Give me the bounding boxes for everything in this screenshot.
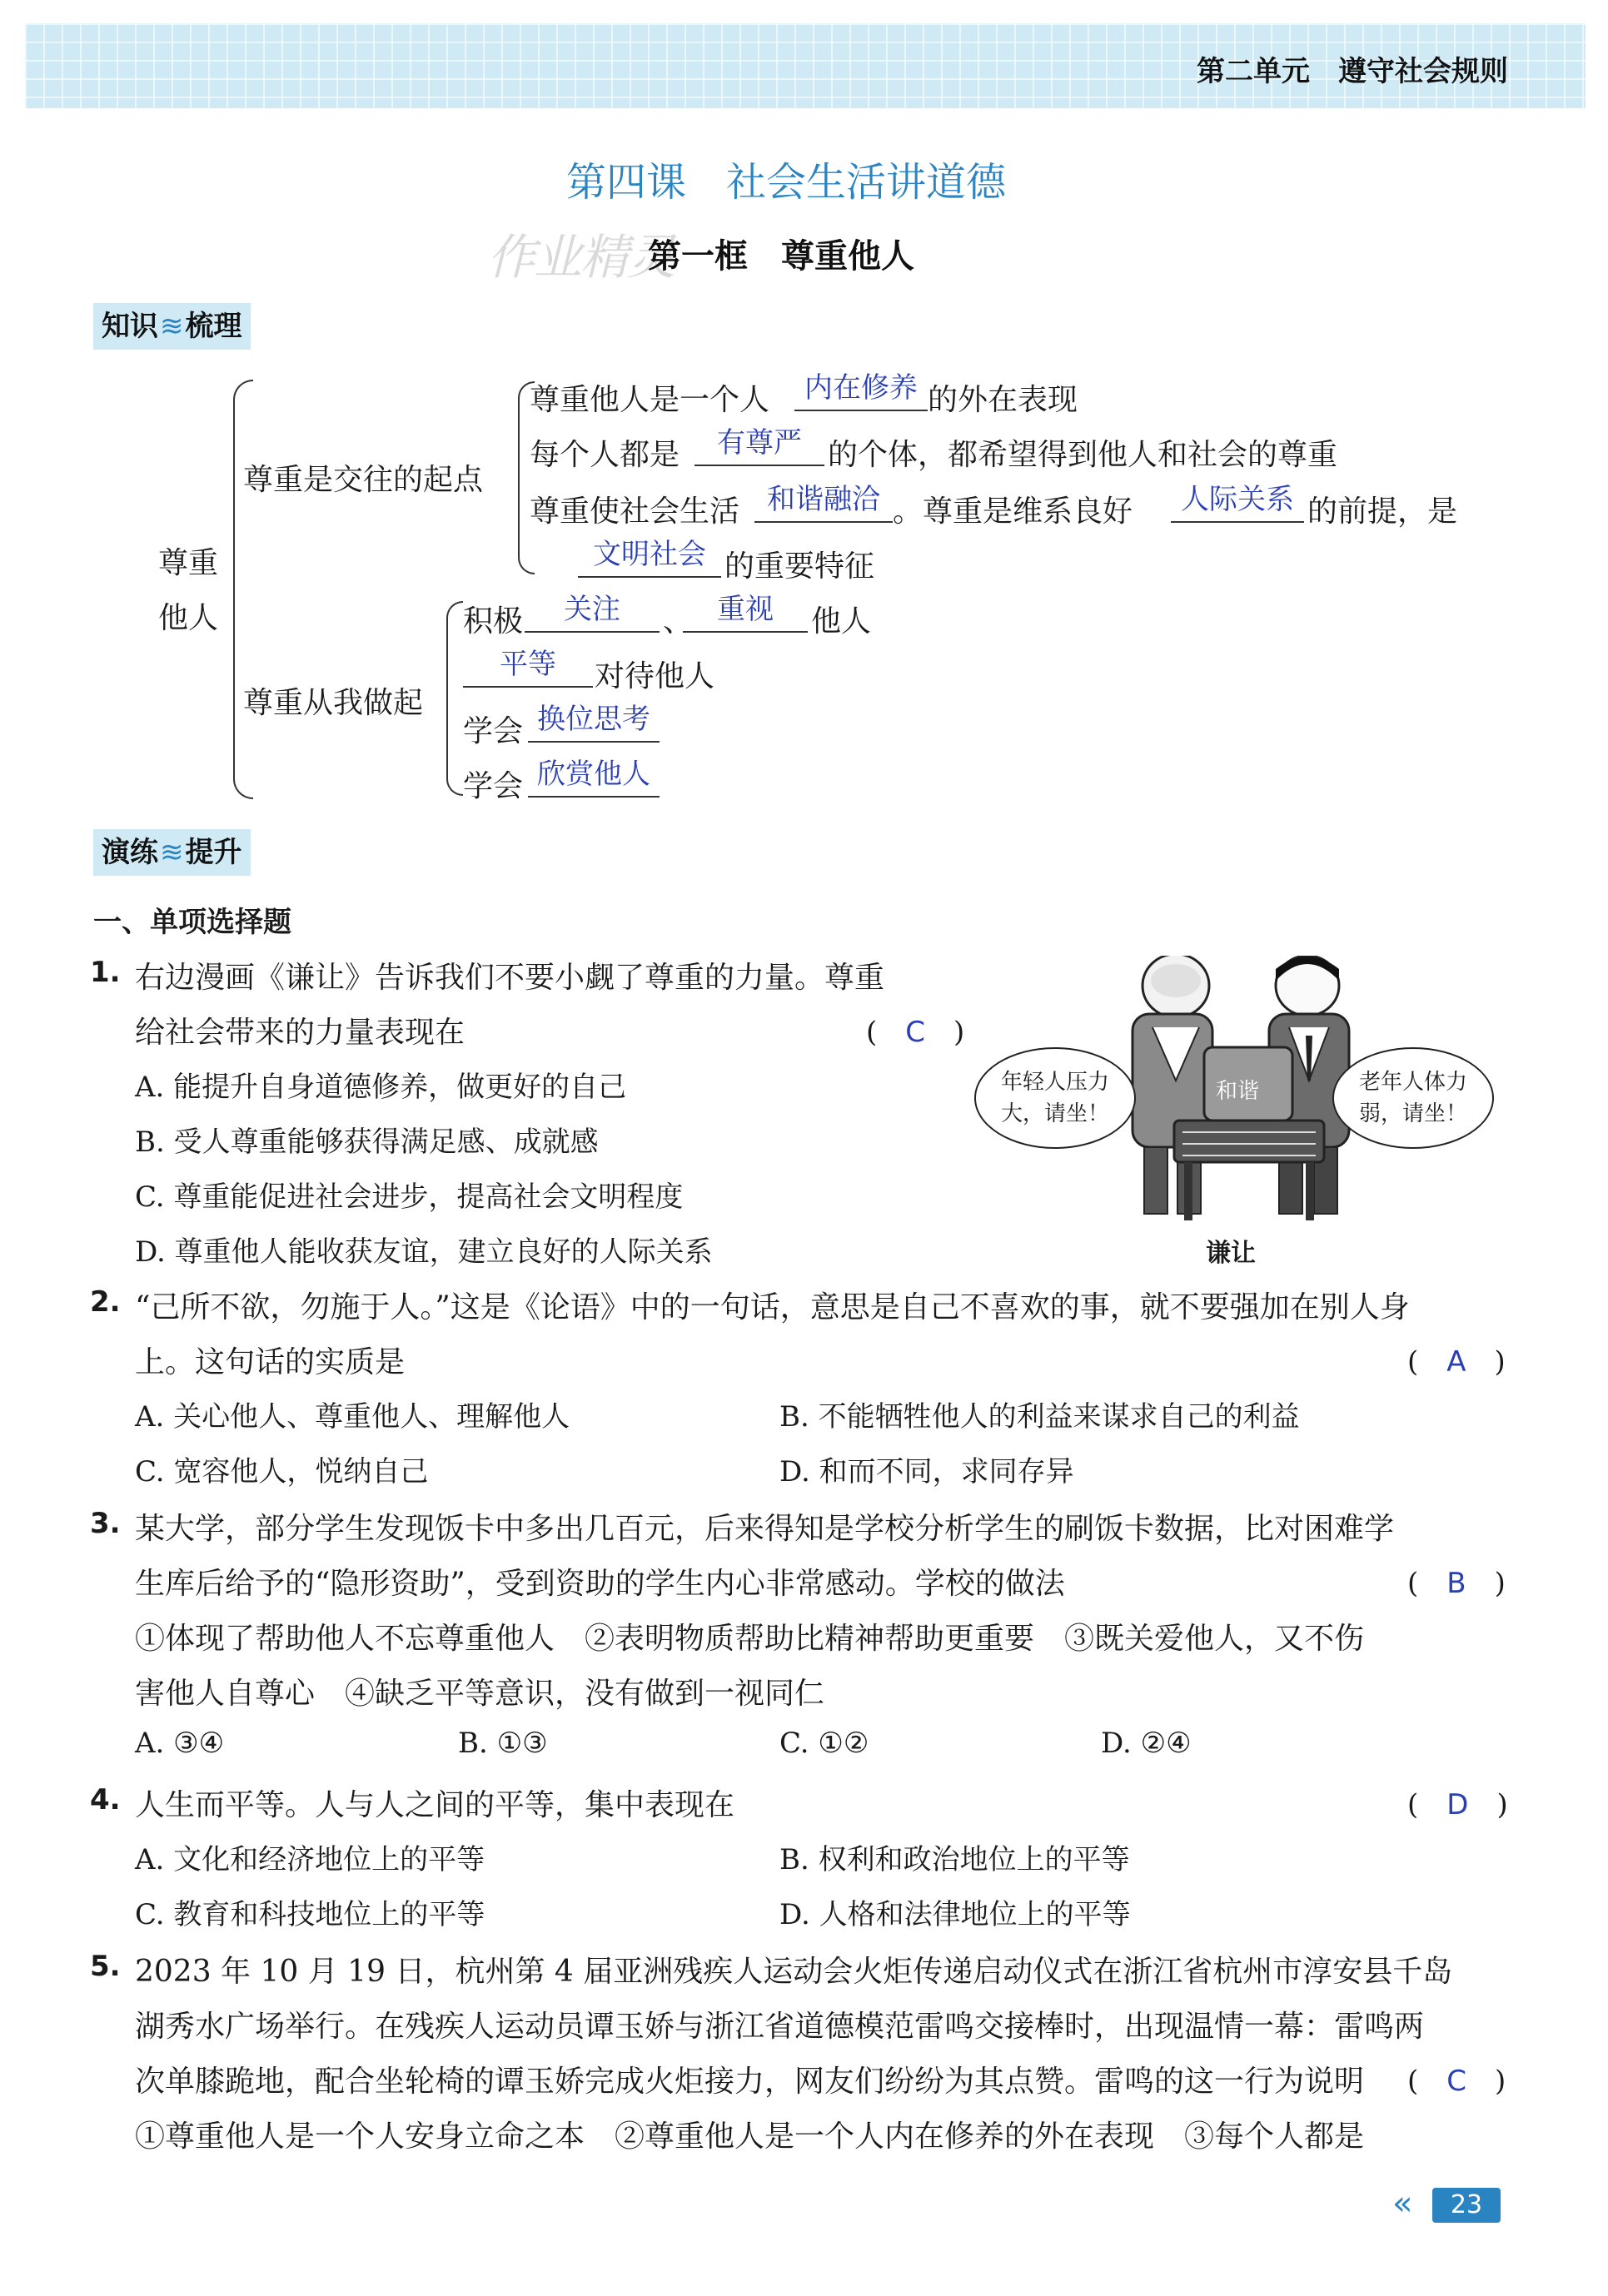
question-number: 2. [90, 1285, 121, 1319]
knowledge-tag-b: 梳理 [185, 310, 242, 343]
question-text: 给社会带来的力量表现在 [135, 1016, 465, 1050]
question-number: 4. [90, 1783, 121, 1816]
section-title: 第一框 尊重他人 [648, 237, 914, 276]
section-heading: 一、单项选择题 [93, 906, 291, 939]
question-text: “己所不欲，勿施于人。”这是《论语》中的一句话，意思是自己不喜欢的事，就不要强加在别人身 [135, 1290, 1410, 1324]
answer: A [1446, 1345, 1466, 1379]
b2-line3-pre: 学会 [463, 714, 524, 748]
question-text: 右边漫画《谦让》告诉我们不要小觑了尊重的力量。尊重 [135, 961, 885, 995]
option-a: A. 文化和经济地位上的平等 [135, 1843, 485, 1876]
question-number: 3. [90, 1507, 121, 1540]
question-text: ①尊重他人是一个人安身立命之本 ②尊重他人是一个人内在修养的外在表现 ③每个人都是 [135, 2120, 1365, 2154]
lesson-title: 第四课 社会生活讲道德 [566, 159, 1007, 206]
b2-line3-answer: 换位思考 [528, 703, 660, 743]
b1-line3-mid: 。尊重是维系良好 [893, 494, 1133, 529]
question-text: 害他人自尊心 ④缺乏平等意识，没有做到一视同仁 [135, 1677, 825, 1711]
option-c: C. 宽容他人，悦纳自己 [135, 1455, 429, 1488]
speech-bubble-left: 年轻人压力 大，请坐！ [974, 1047, 1136, 1149]
option-b: B. 不能牺牲他人的利益来谋求自己的利益 [779, 1400, 1300, 1434]
b1-line3-answer-2: 人际关系 [1171, 483, 1304, 523]
brace-main [233, 380, 253, 799]
knowledge-tag [93, 303, 251, 350]
mindmap-root-1: 尊重 [158, 546, 219, 580]
watermark: 作业精灵 [487, 229, 675, 286]
option-b: B. 权利和政治地位上的平等 [779, 1843, 1130, 1876]
option-d: D. ②④ [1101, 1727, 1192, 1760]
b1-line3-answer: 和谐融洽 [754, 483, 893, 523]
question-text: 次单膝跪地，配合坐轮椅的谭玉娇完成火炬接力，网友们纷纷为其点赞。雷鸣的这一行为说明 [135, 2065, 1365, 2099]
unit-title: 第二单元 遵守社会规则 [1197, 55, 1508, 88]
answer-paren: ( C ) [866, 1016, 965, 1049]
question-text: 某大学，部分学生发现饭卡中多出几百元，后来得知是学校分析学生的刷饭卡数据，比对困难学 [135, 1512, 1395, 1546]
option-a: A. 关心他人、尊重他人、理解他人 [135, 1400, 570, 1434]
b1-line1-pre: 尊重他人是一个人 [530, 383, 770, 417]
answer: C [1446, 2065, 1467, 2098]
b1-line2-post: 的个体，都希望得到他人和社会的尊重 [828, 438, 1338, 472]
wave-icon: ≋ [160, 310, 184, 343]
answer-paren: ( D ) [1407, 1788, 1508, 1821]
question-text: 人生而平等。人与人之间的平等，集中表现在 [135, 1788, 735, 1822]
question-text: 生库后给予的“隐形资助”，受到资助的学生内心非常感动。学校的做法 [135, 1567, 1065, 1601]
answer-paren: ( A ) [1407, 1345, 1506, 1379]
speech-bubble-right: 老年人体力 弱，请坐！ [1332, 1047, 1494, 1149]
option-d: D. 尊重他人能收获友谊，建立良好的人际关系 [135, 1235, 713, 1269]
option-a: A. ③④ [135, 1727, 225, 1760]
double-chevron-left-icon: « [1392, 2184, 1413, 2223]
cartoon-caption: 谦让 [1206, 1239, 1256, 1268]
answer-paren: ( B ) [1407, 1567, 1506, 1600]
page-number: 23 [1432, 2188, 1501, 2223]
option-c: C. ①② [779, 1727, 869, 1760]
option-a: A. 能提升自身道德修养，做更好的自己 [135, 1071, 627, 1104]
b2-line4-pre: 学会 [463, 769, 524, 803]
b2-line1-pre: 积极 [463, 604, 524, 639]
wave-icon: ≋ [160, 836, 184, 869]
option-d: D. 人格和法律地位上的平等 [779, 1898, 1131, 1931]
practice-tag [93, 829, 251, 876]
option-c: C. 尊重能促进社会进步，提高社会文明程度 [135, 1180, 684, 1214]
b2-line1-answer-2: 重视 [683, 593, 808, 633]
answer: D [1446, 1788, 1469, 1821]
b1-line1-answer: 内在修养 [794, 371, 928, 411]
b1-line3-post: 的前提，是 [1307, 494, 1458, 529]
b1-line2-answer: 有尊严 [694, 426, 824, 466]
brace-branch-2 [446, 601, 463, 796]
option-d: D. 和而不同，求同存异 [779, 1455, 1074, 1488]
branch-1-label: 尊重是交往的起点 [243, 463, 484, 497]
question-number: 5. [90, 1950, 121, 1983]
question-text: ①体现了帮助他人不忘尊重他人 ②表明物质帮助比精神帮助更重要 ③既关爱他人，又不伤 [135, 1622, 1365, 1656]
b1-line3-pre: 尊重使社会生活 [530, 494, 740, 529]
option-b: B. 受人尊重能够获得满足感、成就感 [135, 1126, 599, 1159]
question-text: 2023 年 10 月 19 日，杭州第 4 届亚洲残疾人运动会火炬传递启动仪式在浙江省杭州市淳安县千岛 [135, 1955, 1453, 1989]
option-c: C. 教育和科技地位上的平等 [135, 1898, 485, 1931]
option-b: B. ①③ [458, 1727, 548, 1760]
practice-tag-a: 演练 [102, 836, 158, 869]
b2-line2-post: 对待他人 [595, 659, 715, 693]
b2-line2-answer: 平等 [463, 648, 593, 688]
b1-line2-pre: 每个人都是 [530, 438, 680, 472]
b1-line4-post: 的重要特征 [724, 549, 875, 584]
answer: C [905, 1016, 926, 1049]
knowledge-tag-a: 知识 [102, 310, 158, 343]
b2-line1-sep: 、 [663, 604, 694, 639]
answer: B [1446, 1567, 1466, 1600]
cartoon-image [966, 956, 1499, 1264]
question-number: 1. [90, 956, 121, 989]
question-text: 上。这句话的实质是 [135, 1345, 406, 1379]
question-text: 湖秀水广场举行。在残疾人运动员谭玉娇与浙江省道德模范雷鸣交接棒时，出现温情一幕：雷鸣两 [135, 2010, 1425, 2044]
b1-line1-post: 的外在表现 [928, 383, 1078, 417]
mindmap-root-2: 他人 [158, 601, 219, 635]
b2-line1-answer-1: 关注 [525, 593, 660, 633]
b2-line1-post: 他人 [811, 604, 872, 639]
seat-sign: 和谐 [1216, 1079, 1260, 1104]
practice-tag-b: 提升 [185, 836, 242, 869]
branch-2-label: 尊重从我做起 [243, 686, 424, 720]
answer-paren: ( C ) [1407, 2065, 1506, 2098]
b1-line4-answer: 文明社会 [578, 538, 721, 578]
b2-line4-answer: 欣赏他人 [528, 758, 660, 798]
